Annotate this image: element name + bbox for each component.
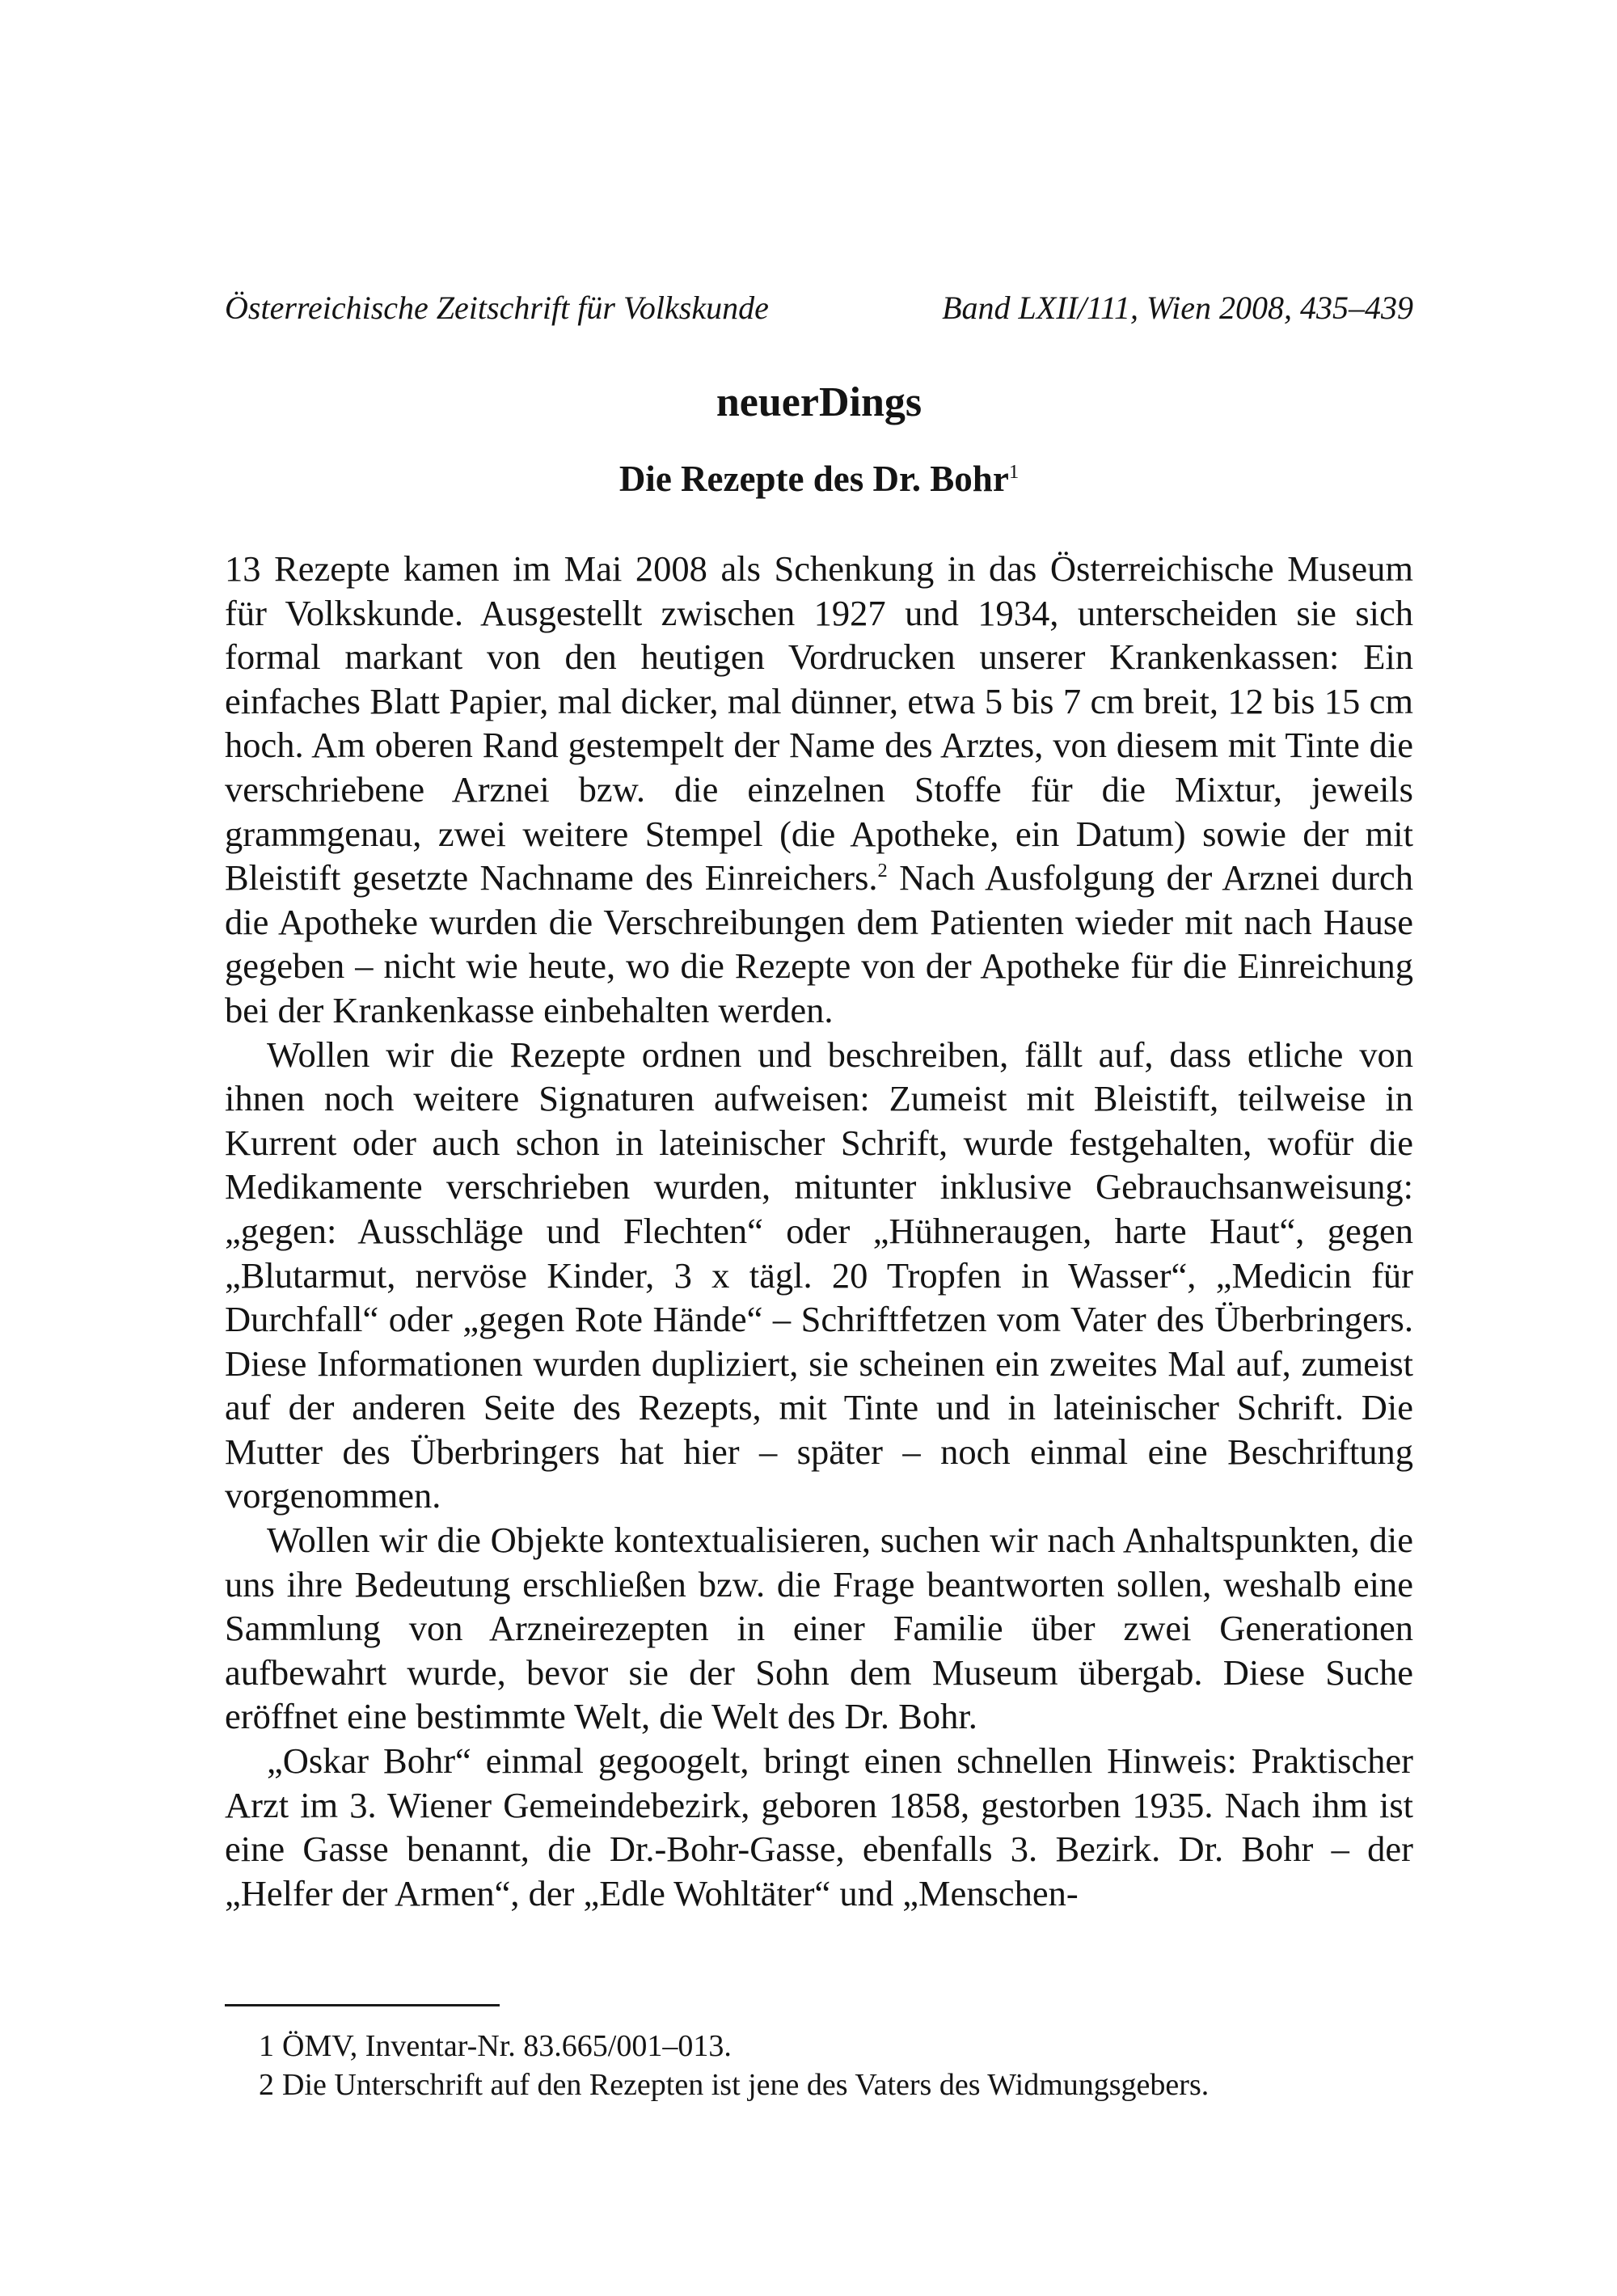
article-title-text: Die Rezepte des Dr. Bohr: [619, 459, 1009, 499]
footnote-2: [259, 2066, 1413, 2104]
footnote-ref-1[interactable]: 1: [1008, 461, 1020, 483]
paragraph-1-text-b: Nach Ausfolgung der Arznei durch die Apotheke wurden die Verschreibungen dem Patienten wieder mit nach Hause gegeben – nicht wie heute, wo die Rezepte von der Apotheke für die Einreichung bei der Krankenkasse einbehalten werden.: [225, 857, 1413, 1030]
article-body: [225, 547, 1413, 1915]
paragraph-1-text-a: 13 Rezepte kamen im Mai 2008 als Schenkung in das Österreichische Museum für Volkskunde. Ausgestellt zwischen 1927 und 1934, unterscheiden sie sich formal markant von den heutigen Vordrucken unserer Krankenkassen: Ein einfaches Blatt Papier, mal dicker, mal dünner, etwa 5 bis 7 cm breit, 12 bis 15 cm hoch. Am oberen Rand gestempelt der Name des Arztes, von diesem mit Tinte die verschriebene Arznei bzw. die einzelnen Stoffe für die Mixtur, jeweils grammgenau, zwei weitere Stempel (die Apotheke, ein Datum) sowie der mit Bleistift gesetzte Nachname des Einreichers.: [225, 548, 1413, 899]
article-title: [225, 456, 1413, 501]
footnote-divider: [225, 2004, 500, 2006]
paragraph-3: Wollen wir die Objekte kontextualisieren, suchen wir nach Anhaltspunkten, die uns ihre Bedeutung erschließen bzw. die Frage beantworten sollen, weshalb eine Sammlung von Arzneirezepten in einer Familie über zwei Generationen aufbewahrt wurde, bevor sie der Sohn dem Museum übergab. Diese Suche eröffnet eine bestimmte Welt, die Welt des Dr. Bohr.: [225, 1520, 1413, 1737]
footnote-ref-2[interactable]: 2: [877, 860, 888, 882]
footnotes: [259, 2027, 1413, 2104]
paragraph-1: [225, 547, 1413, 1033]
footnote-2-number: 2: [259, 2068, 274, 2102]
footnote-1-text: ÖMV, Inventar-Nr. 83.665/001–013.: [282, 2029, 732, 2063]
footnote-1-number: 1: [259, 2029, 274, 2063]
paragraph-2: Wollen wir die Rezepte ordnen und beschreiben, fällt auf, dass etliche von ihnen noch weitere Signaturen aufweisen: Zumeist mit Bleistift, teilweise in Kurrent oder auch schon in lateinischer Schrift, wurde festgehalten, wofür die Medikamente verschrieben wurden, mitunter inklusive Gebrauchsanweisung: „gegen: Ausschläge und Flechten“ oder „Hühneraugen, harte Haut“, gegen „Blutarmut, nervöse Kinder, 3 x tägl. 20 Tropfen in Wasser“, „Medicin für Durchfall“ oder „gegen Rote Hände“ – Schriftfetzen vom Vater des Überbringers. Diese Informationen wurden dupliziert, sie scheinen ein zweites Mal auf, zumeist auf der anderen Seite des Rezepts, mit Tinte und in lateinischer Schrift. Die Mutter des Überbringers hat hier – später – noch einmal eine Beschriftung vorgenommen.: [225, 1034, 1413, 1516]
footnote-2-text: Die Unterschrift auf den Rezepten ist jene des Vaters des Widmungsgebers.: [282, 2068, 1210, 2102]
footnote-1: [259, 2027, 1413, 2066]
paragraph-4: „Oskar Bohr“ einmal gegoogelt, bringt einen schnellen Hinweis: Praktischer Arzt im 3. Wiener Gemeindebezirk, geboren 1858, gestorben 1935. Nach ihm ist eine Gasse benannt, die Dr.-Bohr-Gasse, ebenfalls 3. Bezirk. Dr. Bohr – der „Helfer der Armen“, der „Edle Wohltäter“ und „Menschen-: [225, 1740, 1413, 1913]
volume-info: Band LXII/111, Wien 2008, 435–439: [942, 290, 1413, 326]
section-title: neuerDings: [716, 379, 922, 425]
journal-name: Österreichische Zeitschrift für Volkskunde: [225, 290, 769, 326]
journal-page: [225, 0, 1413, 2296]
